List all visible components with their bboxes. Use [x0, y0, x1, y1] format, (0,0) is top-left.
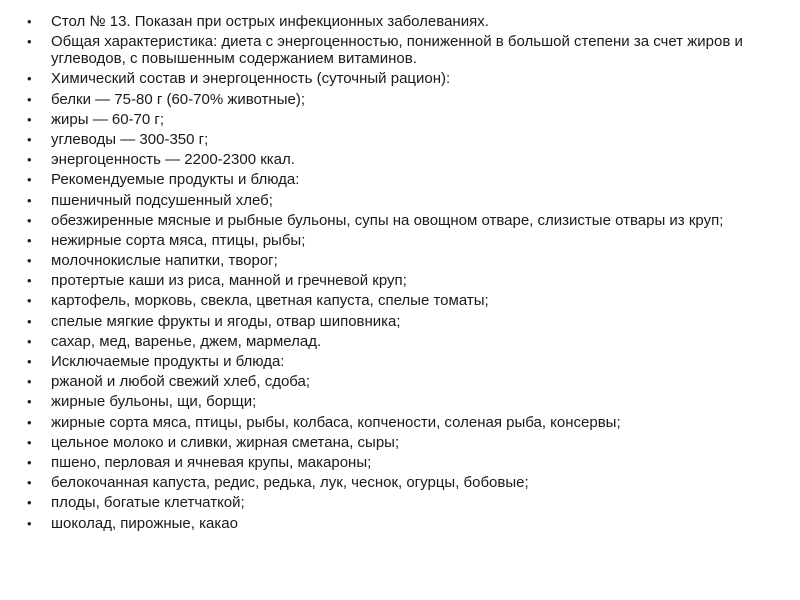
bullet-icon: • [27, 313, 32, 329]
list-item-text: жирные сорта мяса, птицы, рыбы, колбаса, копчености, соленая рыба, консервы; [51, 413, 621, 431]
bullet-icon: • [27, 495, 32, 511]
list-item-text: молочнокислые напитки, творог; [51, 252, 278, 270]
list-item-text: жиры — 60-70 г; [51, 110, 165, 128]
list-item-text: сахар, мед, варенье, джем, мармелад. [51, 332, 322, 350]
list-item-text: нежирные сорта мяса, птицы, рыбы; [51, 231, 306, 249]
bullet-icon: • [27, 273, 32, 289]
list-item [27, 333, 770, 350]
bullet-icon: • [27, 434, 32, 450]
bullet-icon: • [27, 394, 32, 410]
bullet-list [27, 13, 770, 532]
list-item [27, 232, 770, 249]
list-item [27, 494, 770, 511]
bullet-icon: • [27, 131, 32, 147]
list-item-text: шоколад, пирожные, какао [51, 514, 238, 532]
bullet-icon: • [27, 253, 32, 269]
list-item [27, 212, 770, 229]
bullet-icon: • [27, 172, 32, 188]
list-item-text: Рекомендуемые продукты и блюда: [51, 171, 300, 189]
list-item-text: ржаной и любой свежий хлеб, сдоба; [51, 373, 311, 391]
list-item-text: Химический состав и энергоценность (суточный рацион): [51, 70, 451, 88]
list-item [27, 434, 770, 451]
list-item-text: цельное молоко и сливки, жирная сметана, сыры; [51, 433, 400, 451]
bullet-icon: • [27, 192, 32, 208]
bullet-icon: • [27, 515, 32, 531]
bullet-icon: • [27, 152, 32, 168]
list-item-text: белокочанная капуста, редис, редька, лук, чеснок, огурцы, бобовые; [51, 474, 529, 492]
list-item [27, 91, 770, 108]
list-item [27, 353, 770, 370]
list-item [27, 292, 770, 309]
list-item [27, 151, 770, 168]
list-item-text: энергоценность — 2200-2300 ккал. [51, 151, 295, 169]
bullet-icon: • [27, 354, 32, 369]
bullet-icon: • [27, 374, 32, 390]
list-item-text: пшеничный подсушенный хлеб; [51, 191, 273, 209]
list-item-text: обезжиренные мясные и рыбные бульоны, супы на овощном отваре, слизистые отвары из круп; [51, 211, 724, 229]
list-item-text: протертые каши из риса, манной и гречневой круп; [51, 272, 407, 290]
list-item [27, 13, 770, 30]
bullet-icon: • [27, 414, 32, 430]
list-item [27, 515, 770, 532]
list-item-text: углеводы — 300-350 г; [51, 130, 209, 148]
list-item [27, 171, 770, 188]
bullet-icon: • [27, 333, 32, 349]
list-item-text: картофель, морковь, свекла, цветная капуста, спелые томаты; [51, 292, 489, 310]
bullet-icon: • [27, 34, 32, 50]
bullet-icon: • [27, 293, 32, 309]
list-item-text: белки — 75-80 г (60-70% животные); [51, 90, 305, 108]
list-item-text: спелые мягкие фрукты и ягоды, отвар шиповника; [51, 312, 401, 330]
bullet-icon: • [27, 14, 32, 29]
list-item [27, 252, 770, 269]
list-item [27, 131, 770, 148]
bullet-icon: • [27, 91, 32, 107]
list-item [27, 70, 770, 87]
bullet-icon: • [27, 454, 32, 470]
list-item [27, 373, 770, 390]
list-item [27, 272, 770, 289]
list-item [27, 313, 770, 330]
list-item [27, 393, 770, 410]
bullet-icon: • [27, 232, 32, 248]
list-item-text: пшено, перловая и ячневая крупы, макароны; [51, 453, 372, 471]
list-item-text: жирные бульоны, щи, борщи; [51, 393, 257, 411]
list-item [27, 192, 770, 209]
list-item-text: Исключаемые продукты и блюда: [51, 353, 285, 370]
list-item-text: Общая характеристика: диета с энергоценностью, пониженной в большой степени за счет жиров и углеводов, с повышенным содержанием витаминов. [51, 33, 743, 68]
list-item [27, 454, 770, 471]
list-item [27, 111, 770, 128]
list-item-text: Стол № 13. Показан при острых инфекционных заболеваниях. [51, 13, 489, 30]
list-item [27, 474, 770, 491]
bullet-icon: • [27, 475, 32, 491]
bullet-icon: • [27, 111, 32, 127]
list-item [27, 414, 770, 431]
list-item [27, 33, 770, 67]
bullet-icon: • [27, 212, 32, 228]
bullet-icon: • [27, 71, 32, 87]
list-item-text: плоды, богатые клетчаткой; [51, 494, 245, 512]
